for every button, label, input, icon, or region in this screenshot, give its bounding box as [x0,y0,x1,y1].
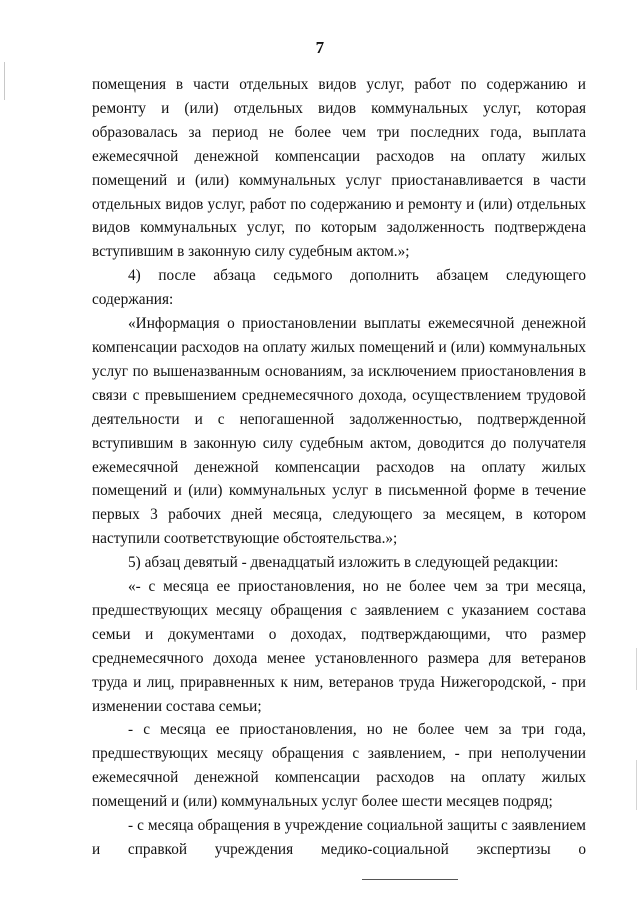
paragraph: «Информация о приостановлении выплаты ежемесячной денежной компенсации расходов на оплату жилых помещений и (или) коммунальных услуг по вышеназванным основаниям, за исключением приостановления в связи с превышением среднемесячного дохода, осуществлением трудовой деятельности и с непогашенной задолженностью, подтвержденной вступившим в законную силу судебным актом, доводится до получателя ежемесячной денежной компенсации расходов на оплату жилых помещений и (или) коммунальных услуг в письменной форме в течение первых 3 рабочих дней месяца, следующего за месяцем, в котором наступили соответствующие обстоятельства.»; [92,315,586,548]
paragraph: помещения в части отдельных видов услуг, работ по содержанию и ремонту и (или) отдельных видов коммунальных услуг, которая образовалась за период не более чем три последних года, выплата ежемесячной денежной компенсации расходов на оплату жилых помещений и (или) коммунальных услуг приостанавливается в части отдельных видов услуг, работ по содержанию и ремонту и (или) отдельных видов коммунальных услуг, по которым задолженность подтверждена вступившим в законную силу судебным актом.»; [92,76,586,261]
paragraph: 5) абзац девятый - двенадцатый изложить в следующей редакции: [128,554,559,572]
page-number: 7 [315,38,325,57]
right-margin-line [636,760,637,810]
paragraph: 4) после абзаца седьмого дополнить абзацем следующего содержания: [92,267,586,309]
document-body [92,73,586,862]
left-margin-line [4,62,5,100]
footer-rule [362,879,458,880]
right-margin-line [636,648,637,690]
paragraph: - с месяца ее приостановления, но не более чем за три года, предшествующих месяцу обращения с заявлением, - при неполучении ежемесячной денежной компенсации расходов на оплату жилых помещений и (или) коммунальных услуг более шести месяцев подряд; [92,721,586,811]
paragraph: «- с месяца ее приостановления, но не более чем за три месяца, предшествующих месяцу обращения с заявлением с указанием состава семьи и документами о доходах, подтверждающими, что размер среднемесячного дохода менее установленного размера для ветеранов труда и лиц, приравненных к ним, ветеранов труда Нижегородской, - при изменении состава семьи; [92,578,586,715]
paragraph: - с месяца обращения в учреждение социальной защиты с заявлением и справкой учреждения медико-социальной экспертизы о [92,817,586,858]
